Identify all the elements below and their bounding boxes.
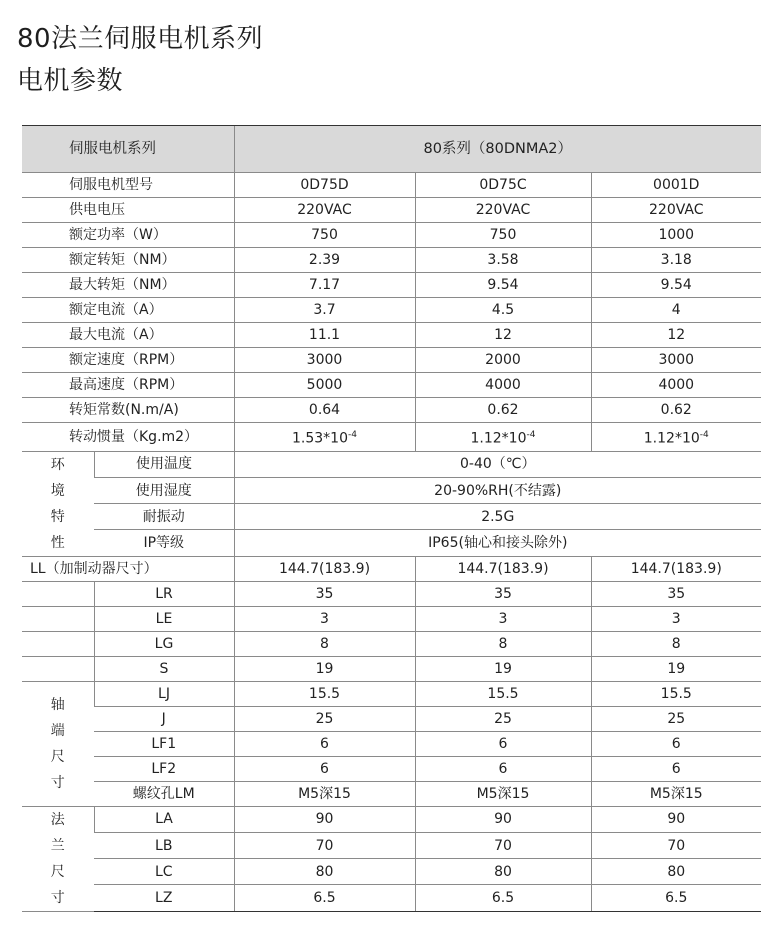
row-label: S <box>94 656 234 681</box>
cell <box>234 423 415 452</box>
group-label-char: 兰 <box>50 837 65 854</box>
cell: 6.5 <box>591 885 761 911</box>
cell: 90 <box>591 806 761 832</box>
cell: 19 <box>591 656 761 681</box>
group-label-char: 尺 <box>50 863 65 880</box>
header-label: 伺服电机系列 <box>22 126 234 173</box>
row-label: LJ <box>94 681 234 706</box>
cell: 12 <box>591 323 761 348</box>
row-label: 使用湿度 <box>94 477 234 503</box>
cell: 19 <box>234 656 415 681</box>
row-label: 转矩常数(N.m/A) <box>22 398 234 423</box>
flange-row <box>22 806 761 832</box>
group-spacer <box>22 631 94 656</box>
flange-row <box>22 885 761 911</box>
cell: 2.5G <box>234 504 761 530</box>
dim-row <box>22 631 761 656</box>
cell: 6 <box>591 731 761 756</box>
cell: 4 <box>591 298 761 323</box>
cell: 144.7(183.9) <box>591 556 761 581</box>
row-label: LZ <box>94 885 234 911</box>
cell: 5000 <box>234 373 415 398</box>
cell: 3.58 <box>415 248 591 273</box>
env-row <box>22 477 761 503</box>
cell: 0D75C <box>415 173 591 198</box>
row-label: 耐振动 <box>94 504 234 530</box>
group-label <box>22 681 94 806</box>
group-label <box>22 806 94 911</box>
shaft-row <box>22 781 761 806</box>
row-label: J <box>94 706 234 731</box>
dim-row <box>22 656 761 681</box>
cell: 0.62 <box>591 398 761 423</box>
cell: 750 <box>415 223 591 248</box>
cell: 80 <box>415 859 591 885</box>
spec-row <box>22 373 761 398</box>
flange-row <box>22 859 761 885</box>
group-label-char: 环 <box>50 456 65 473</box>
row-label: LC <box>94 859 234 885</box>
row-label: 最大转矩（NM） <box>22 273 234 298</box>
group-label-char: 性 <box>50 534 65 551</box>
row-label: IP等级 <box>94 530 234 556</box>
cell: 20-90%RH(不结露) <box>234 477 761 503</box>
spec-row <box>22 298 761 323</box>
group-label-char: 法 <box>50 811 65 828</box>
cell: 6 <box>591 756 761 781</box>
cell: 12 <box>415 323 591 348</box>
cell: 3 <box>591 606 761 631</box>
group-label-char: 端 <box>50 722 65 739</box>
group-label-char: 寸 <box>50 889 65 906</box>
cell: 6 <box>415 731 591 756</box>
cell: 2.39 <box>234 248 415 273</box>
model-row <box>22 173 761 198</box>
cell: M5深15 <box>234 781 415 806</box>
cell: 19 <box>415 656 591 681</box>
cell: 90 <box>234 806 415 832</box>
spec-row <box>22 198 761 223</box>
cell: 80 <box>234 859 415 885</box>
cell: 0D75D <box>234 173 415 198</box>
cell: 6 <box>415 756 591 781</box>
row-label: 最高速度（RPM） <box>22 373 234 398</box>
exponent: -4 <box>526 430 536 440</box>
group-spacer <box>22 656 94 681</box>
cell: 25 <box>415 706 591 731</box>
cell: 80 <box>591 859 761 885</box>
cell: 3000 <box>591 348 761 373</box>
row-label: 螺纹孔LM <box>94 781 234 806</box>
spec-row <box>22 273 761 298</box>
spec-row <box>22 348 761 373</box>
cell: 220VAC <box>415 198 591 223</box>
exponent: -4 <box>348 430 357 440</box>
cell: 3 <box>415 606 591 631</box>
group-label-char: 境 <box>50 482 65 499</box>
page-title: 80法兰伺服电机系列 <box>17 24 264 54</box>
cell: 6 <box>234 731 415 756</box>
cell: 25 <box>234 706 415 731</box>
cell: 15.5 <box>234 681 415 706</box>
cell: 2000 <box>415 348 591 373</box>
shaft-row <box>22 756 761 781</box>
shaft-row <box>22 731 761 756</box>
cell: M5深15 <box>415 781 591 806</box>
group-label-char: 寸 <box>50 774 65 791</box>
cell: 8 <box>234 631 415 656</box>
group-spacer <box>22 606 94 631</box>
cell: 8 <box>591 631 761 656</box>
row-label: LF2 <box>94 756 234 781</box>
cell: 35 <box>234 581 415 606</box>
group-spacer <box>22 581 94 606</box>
cell: 3.7 <box>234 298 415 323</box>
cell: 70 <box>234 832 415 858</box>
flange-row <box>22 832 761 858</box>
row-label: LG <box>94 631 234 656</box>
row-label: 使用温度 <box>94 451 234 477</box>
env-row <box>22 504 761 530</box>
header-series: 80系列（80DNMA2） <box>234 126 761 173</box>
cell-value: 1.12*10 <box>643 430 700 447</box>
row-label: LR <box>94 581 234 606</box>
cell: 0.64 <box>234 398 415 423</box>
row-label: 供电电压 <box>22 198 234 223</box>
row-label: LF1 <box>94 731 234 756</box>
cell-value: 1.12*10 <box>470 430 527 447</box>
cell-value: 1.53*10 <box>292 430 348 447</box>
shaft-row <box>22 706 761 731</box>
cell: 0001D <box>591 173 761 198</box>
cell: 15.5 <box>591 681 761 706</box>
exponent: -4 <box>699 430 709 440</box>
cell <box>591 423 761 452</box>
cell: 6 <box>234 756 415 781</box>
cell: 7.17 <box>234 273 415 298</box>
row-label: 额定转矩（NM） <box>22 248 234 273</box>
dim-row <box>22 606 761 631</box>
spec-row <box>22 223 761 248</box>
cell: 15.5 <box>415 681 591 706</box>
group-label-char: 尺 <box>50 748 65 765</box>
cell: 4000 <box>591 373 761 398</box>
row-label: 最大电流（A） <box>22 323 234 348</box>
cell: 9.54 <box>415 273 591 298</box>
cell: 3.18 <box>591 248 761 273</box>
row-label: 额定功率（W） <box>22 223 234 248</box>
cell: M5深15 <box>591 781 761 806</box>
row-label: LB <box>94 832 234 858</box>
cell: 6.5 <box>234 885 415 911</box>
row-label: LE <box>94 606 234 631</box>
ll-row <box>22 556 761 581</box>
cell: 70 <box>415 832 591 858</box>
shaft-row <box>22 681 761 706</box>
spec-row <box>22 423 761 452</box>
cell: 750 <box>234 223 415 248</box>
cell: 25 <box>591 706 761 731</box>
page-subtitle: 电机参数 <box>17 66 124 96</box>
cell: 144.7(183.9) <box>415 556 591 581</box>
row-label: 额定电流（A） <box>22 298 234 323</box>
row-label: 伺服电机型号 <box>22 173 234 198</box>
cell: 9.54 <box>591 273 761 298</box>
spec-row <box>22 248 761 273</box>
group-label <box>22 451 94 556</box>
cell: 3000 <box>234 348 415 373</box>
cell: 220VAC <box>591 198 761 223</box>
table-header-row <box>22 126 761 173</box>
cell: 35 <box>415 581 591 606</box>
cell: 70 <box>591 832 761 858</box>
cell: 6.5 <box>415 885 591 911</box>
cell: 0-40（℃） <box>234 451 761 477</box>
spec-row <box>22 398 761 423</box>
cell: 144.7(183.9) <box>234 556 415 581</box>
row-label: 转动惯量（Kg.m2） <box>22 423 234 452</box>
cell: 4.5 <box>415 298 591 323</box>
cell: 11.1 <box>234 323 415 348</box>
motor-spec-table <box>22 125 761 912</box>
env-row <box>22 451 761 477</box>
group-label-char: 轴 <box>50 696 65 713</box>
env-row <box>22 530 761 556</box>
group-label-char: 特 <box>50 508 65 525</box>
cell: 90 <box>415 806 591 832</box>
row-label: 额定速度（RPM） <box>22 348 234 373</box>
cell: 3 <box>234 606 415 631</box>
cell: 220VAC <box>234 198 415 223</box>
cell <box>415 423 591 452</box>
cell: 4000 <box>415 373 591 398</box>
row-label: LL（加制动器尺寸） <box>22 556 234 581</box>
cell: 1000 <box>591 223 761 248</box>
row-label: LA <box>94 806 234 832</box>
cell: 0.62 <box>415 398 591 423</box>
cell: 8 <box>415 631 591 656</box>
spec-row <box>22 323 761 348</box>
cell: IP65(轴心和接头除外) <box>234 530 761 556</box>
dim-row <box>22 581 761 606</box>
cell: 35 <box>591 581 761 606</box>
